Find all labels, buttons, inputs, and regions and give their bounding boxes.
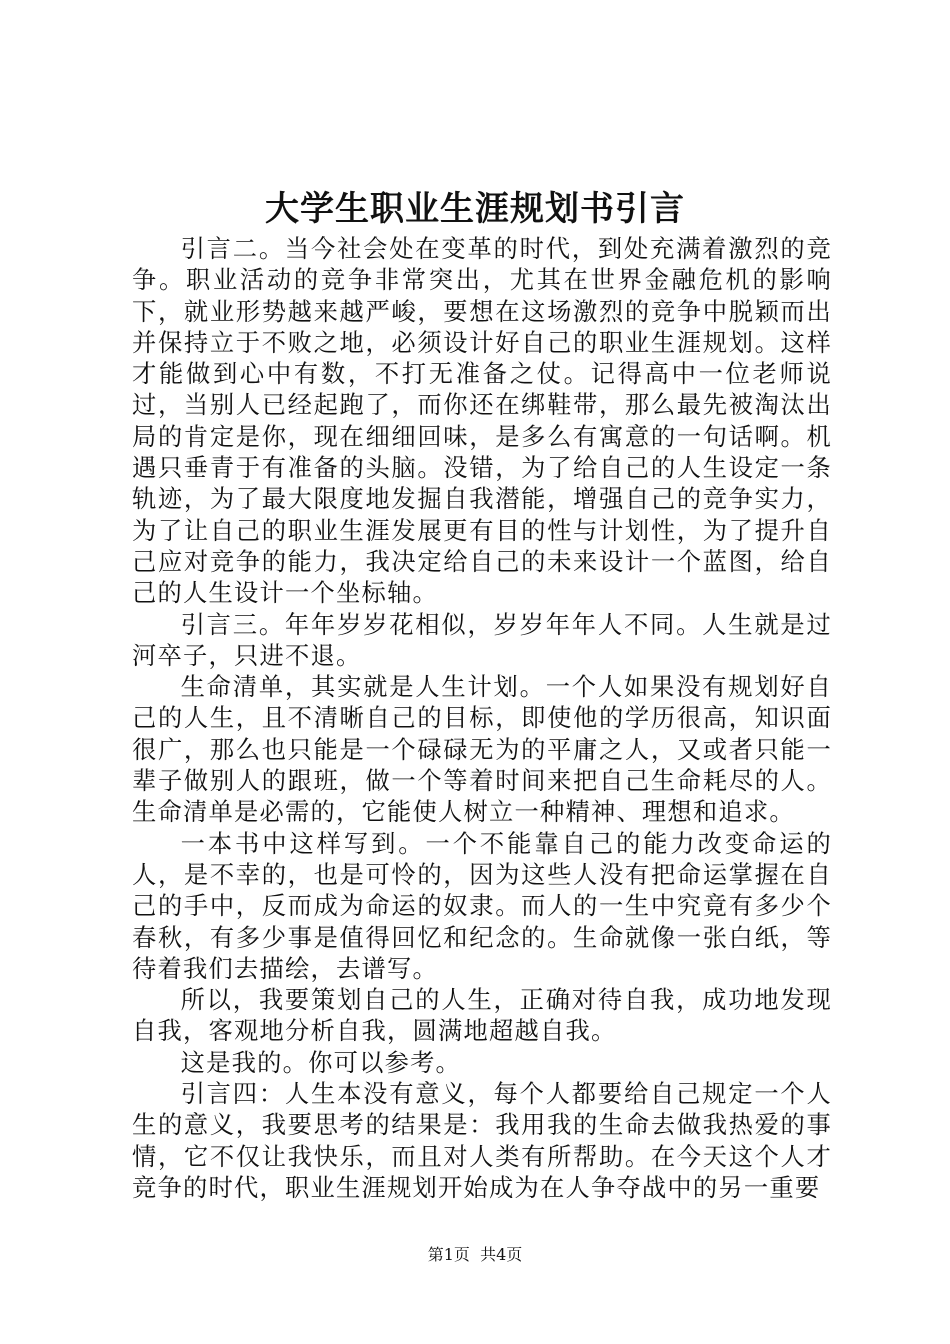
paragraph-reference-note: 这是我的。你可以参考。 — [180, 1047, 462, 1077]
paragraph-preface-two: 引言二。当今社会处在变革的时代，到处充满着激烈的竞争。职业活动的竞争非常突出，尤其在世界金融危机的影响下，就业形势越来越严峻，要想在这场激烈的竞争中脱颖而出并保持立于不败之地，必须设计好自己的职业生涯规划。这样才能做到心中有数，不打无准备之仗。记得高中一位老师说过，当别人已经起跑了，而你还在绑鞋带，那么最先被淘汰出局的肯定是你，现在细细回味，是多么有寓意的一句话啊。机遇只垂青于有准备的头脑。没错，为了给自己的人生设定一条轨迹，为了最大限度地发掘自我潜能，增强自己的竞争实力，为了让自己的职业生涯发展更有目的性与计划性，为了提升自己应对竞争的能力，我决定给自己的未来设计一个蓝图，给自己的人生设计一个坐标轴。 — [132, 234, 832, 608]
document-body — [132, 233, 832, 1203]
page-number: 第1页 — [427, 1245, 470, 1264]
page-footer — [0, 1244, 950, 1266]
page-total: 共4页 — [480, 1245, 523, 1264]
paragraph-preface-three: 引言三。年年岁岁花相似，岁岁年年人不同。人生就是过河卒子，只进不退。 — [132, 609, 832, 670]
document-title: 大学生职业生涯规划书引言 — [265, 189, 685, 229]
paragraph-book-quote: 一本书中这样写到。一个不能靠自己的能力改变命运的人，是不幸的，也是可怜的，因为这些人没有把命运掌握在自己的手中，反而成为命运的奴隶。而人的一生中究竟有多少个春秋，有多少事是值得回忆和纪念的。生命就像一张白纸，等待着我们去描绘，去谱写。 — [132, 828, 832, 983]
paragraph-plan-life: 所以，我要策划自己的人生，正确对待自我，成功地发现自我，客观地分析自我，圆满地超越自我。 — [132, 985, 832, 1046]
paragraph-preface-four: 引言四：人生本没有意义，每个人都要给自己规定一个人生的意义，我要思考的结果是：我用我的生命去做我热爱的事情，它不仅让我快乐，而且对人类有所帮助。在今天这个人才竞争的时代，职业生涯规划开始成为在人争夺战中的另一重要 — [132, 1079, 832, 1202]
paragraph-life-list: 生命清单，其实就是人生计划。一个人如果没有规划好自己的人生，且不清晰自己的目标，即使他的学历很高，知识面很广，那么也只能是一个碌碌无为的平庸之人，又或者只能一辈子做别人的跟班，做一个等着时间来把自己生命耗尽的人。生命清单是必需的，它能使人树立一种精神、理想和追求。 — [132, 672, 832, 827]
footer-separator — [470, 1245, 480, 1264]
